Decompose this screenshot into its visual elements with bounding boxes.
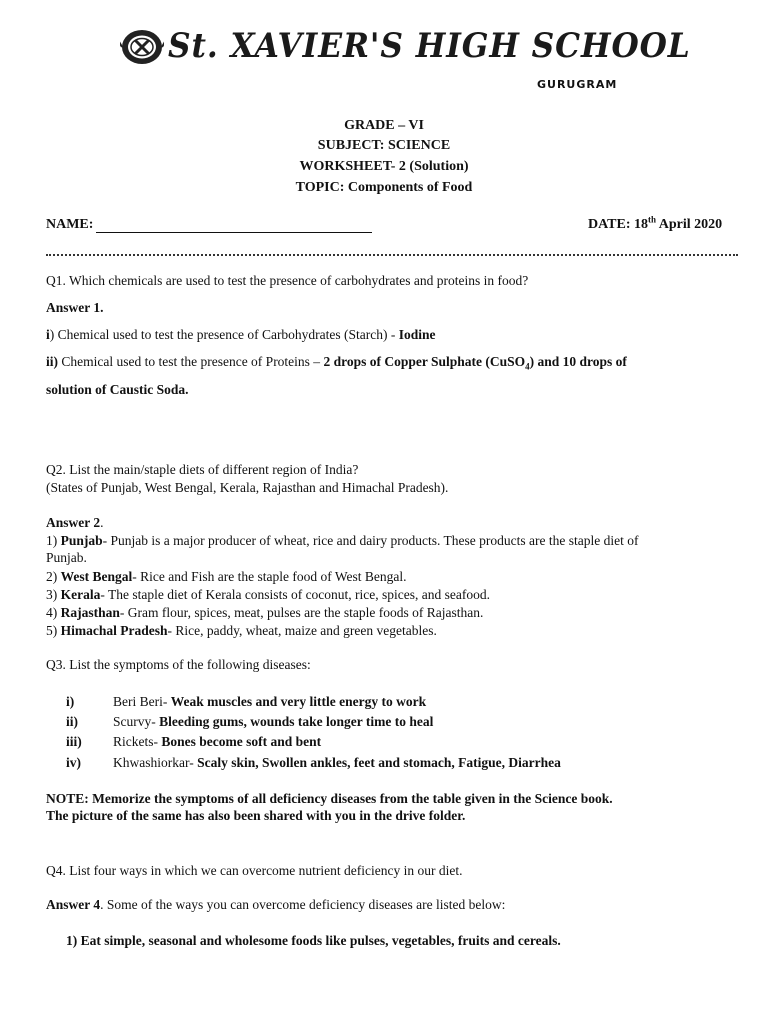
q2-answer-label: Answer 2. [46,515,104,530]
q2-answer-item: 5) Himachal Pradesh- Rice, paddy, wheat, maize and green vegetables. [46,623,437,638]
topic-heading: TOPIC: Components of Food [295,180,473,195]
q2-answer-item: 1) Punjab- Punjab is a major producer of wheat, rice and dairy products. These products are the staple diet of [46,533,639,548]
q4-answer-item-1: 1) Eat simple, seasonal and wholesome foods like pulses, vegetables, fruits and cereals. [66,933,561,948]
q1-question: Q1. Which chemicals are used to test the presence of carbohydrates and proteins in food? [46,273,529,288]
name-label: NAME: [46,217,94,232]
q3-question: Q3. List the symptoms of the following diseases: [46,657,311,672]
dotted-separator [46,254,738,256]
q2-answer-item: 2) West Bengal- Rice and Fish are the staple food of West Bengal. [46,569,407,584]
q3-symptom-item: iii) Rickets- Bones become soft and bent [66,734,322,749]
q2-answer-item: Punjab. [46,550,87,565]
q3-symptom-item: i) Beri Beri- Weak muscles and very little energy to work [66,694,427,709]
school-crest-logo [120,28,164,66]
q1-answer-ii-continued: solution of Caustic Soda. [46,382,189,397]
note-line-1: NOTE: Memorize the symptoms of all deficiency diseases from the table given in the Science book. [46,791,613,806]
name-blank-line [96,232,372,233]
q2-question: Q2. List the main/staple diets of different region of India? [46,462,359,477]
q1-answer-ii: ii) Chemical used to test the presence of Proteins – 2 drops of Copper Sulphate (CuSO$_4$) and 10 drops of [46,354,627,372]
q2-answer-item: 3) Kerala- The staple diet of Kerala consists of coconut, rice, spices, and seafood. [46,587,490,602]
q1-answer-label: Answer 1. [46,300,104,315]
q4-question: Q4. List four ways in which we can overcome nutrient deficiency in our diet. [46,863,463,878]
note-line-2: The picture of the same has also been shared with you in the drive folder. [46,808,466,823]
subject-heading: SUBJECT: SCIENCE [317,138,451,153]
q2-answer-item: 4) Rajasthan- Gram flour, spices, meat, pulses are the staple foods of Rajasthan. [46,605,484,620]
worksheet-heading: WORKSHEET- 2 (Solution) [299,159,469,174]
school-name: St. XAVIER'S HIGH SCHOOL [168,26,691,66]
q4-answer: Answer 4. Some of the ways you can overcome deficiency diseases are listed below: [46,897,506,912]
q2-question-sub: (States of Punjab, West Bengal, Kerala, Rajasthan and Himachal Pradesh). [46,480,449,495]
school-city: GURUGRAM [537,78,618,91]
q1-answer-i: i) Chemical used to test the presence of Carbohydrates (Starch) - Iodine [46,327,436,342]
grade-heading: GRADE – VI [344,118,424,133]
q3-symptom-item: ii) Scurvy- Bleeding gums, wounds take longer time to heal [66,714,434,729]
date-label: DATE: 18th April 2020 [588,214,723,232]
q3-symptom-item: iv) Khwashiorkar- Scaly skin, Swollen ankles, feet and stomach, Fatigue, Diarrhea [66,755,561,770]
